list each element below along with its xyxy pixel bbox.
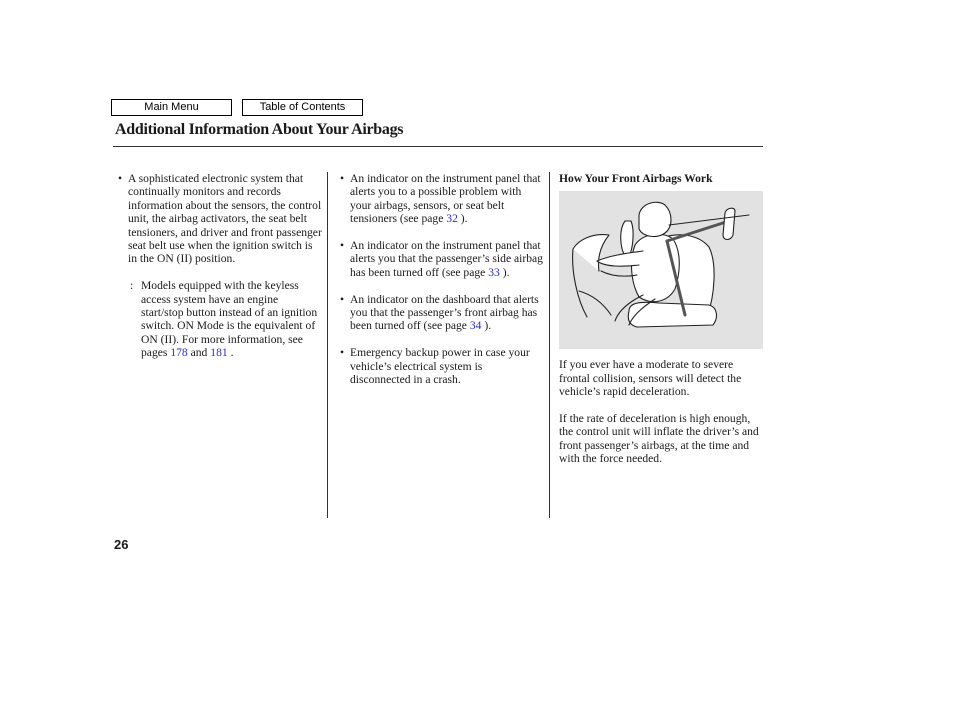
bullet-icon: • [340,346,345,360]
bullet-icon: • [340,172,345,185]
bullet-icon: • [118,172,123,185]
footnote-and: and [190,346,208,360]
table-of-contents-button[interactable]: Table of Contents [242,99,363,116]
list-item [340,239,545,279]
section-heading: How Your Front Airbags Work [559,172,713,185]
left-column [118,172,323,373]
main-menu-button[interactable]: Main Menu [111,99,232,116]
middle-column [340,172,545,400]
column-divider [327,172,328,518]
list-item [340,172,545,226]
paragraph: If you ever have a moderate to severe frontal collision, sensors will detect the vehicle’s rapid deceleration. [559,358,742,399]
airbag-deploy-icon [559,191,763,349]
list-item [340,346,545,386]
list-item [118,172,323,266]
bullet-text: An indicator on the instrument panel that alerts you that the passenger’s side airbag has been turned off (see page [350,239,543,279]
page-number: 26 [114,537,129,552]
bullet-text: A sophisticated electronic system that continually monitors and records information about the sensors, the control unit, the airbag activators, the seat belt tensioners, and driver and front passenger seat belt use when the ignition switch is in the ON (II) position. [128,172,322,266]
page-link-178[interactable]: 178 [170,346,188,360]
bullet-icon: • [340,292,345,306]
footnote [118,279,323,359]
footnote-text: Models equipped with the keyless access system have an engine start/stop button instead of an ignition switch. ON Mode is the equivalent of ON (II). For more information, see pages [141,279,318,360]
bullet-end: ). [484,319,492,333]
page-link-34[interactable]: 34 [469,319,482,333]
airbag-illustration [559,191,763,349]
page-title: Additional Information About Your Airbags [115,121,404,138]
list-item [340,293,545,333]
title-divider [113,146,763,147]
bullet-text: Emergency backup power in case your vehicle’s electrical system is disconnected in a crash. [350,346,530,387]
right-column [559,172,764,479]
page-link-33[interactable]: 33 [488,265,500,279]
page-link-32[interactable]: 32 [446,212,458,226]
bullet-text: An indicator on the instrument panel that alerts you to a possible problem with your airbags, sensors, or seat belt tensioners (see page [350,172,541,226]
bullet-icon: • [340,239,345,253]
column-divider [549,172,550,518]
bullet-text: An indicator on the dashboard that alerts you that the passenger’s front airbag has been turned off (see page [350,292,539,333]
page-link-181[interactable]: 181 [210,346,228,360]
bullet-end: ). [502,265,510,279]
bullet-end: ). [460,212,468,226]
footnote-mark: : [130,279,134,293]
footnote-end: . [230,346,234,360]
paragraph: If the rate of deceleration is high enough, the control unit will inflate the driver’s and front passenger’s airbags, at the time and with the force needed. [559,412,759,466]
